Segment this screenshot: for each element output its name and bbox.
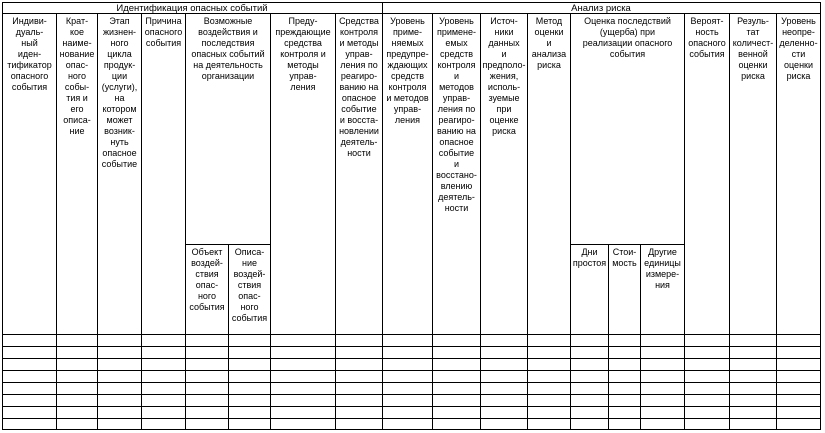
header-short-name-description-line: ного xyxy=(67,71,87,81)
header-preventive-controls-level-line: средств xyxy=(391,71,424,81)
header-quantitative-result-line: венной xyxy=(738,49,768,59)
header-response-controls-level-line: влению xyxy=(440,181,473,191)
header-quantitative-result-line: оценки xyxy=(738,60,768,70)
header-short-name-description-line: Крат- xyxy=(65,16,89,26)
header-response-controls-level-line: ности xyxy=(444,203,469,213)
header-individual-identifier-line: дуаль- xyxy=(15,27,44,37)
header-short-name-description-line: кое xyxy=(69,27,85,37)
header-preventive-controls xyxy=(275,16,330,92)
header-response-controls-level-line: реагиро- xyxy=(438,115,475,125)
header-data-sources-line: оценке xyxy=(489,115,519,125)
header-lifecycle-stage-line: может xyxy=(106,115,133,125)
header-data-sources-line: при xyxy=(496,104,512,114)
header-lifecycle-stage-line: нуть xyxy=(110,137,129,147)
header-assessment-method-line: Метод xyxy=(535,16,563,26)
header-possible-impacts-line: на деятельность xyxy=(193,60,263,70)
header-preventive-controls-level-line: Уровень xyxy=(390,16,425,26)
header-impact-description-line: события xyxy=(231,313,268,323)
header-response-controls-line: ности xyxy=(347,148,371,158)
header-downtime-days xyxy=(573,247,606,268)
header-downtime-days-line: Дни xyxy=(581,247,598,257)
header-possible-impacts-line: последствия xyxy=(201,38,255,48)
header-preventive-controls-line: Преду- xyxy=(288,16,318,26)
header-response-controls-level-line: методов xyxy=(439,82,474,92)
header-response-controls-line: ванию на xyxy=(339,82,379,92)
header-impact-object-line: Объект xyxy=(191,247,223,257)
header-possible-impacts-line: организации xyxy=(201,71,255,81)
header-uncertainty-level-line: неопре- xyxy=(782,27,815,37)
header-response-controls-line: контроля xyxy=(339,27,379,37)
header-impact-description-line: ние xyxy=(241,258,258,268)
header-lifecycle-stage-line: ного xyxy=(110,38,129,48)
header-response-controls-line: Средства xyxy=(339,16,379,26)
header-response-controls-level-line: деятель- xyxy=(438,192,475,202)
header-impact-description-line: воздей- xyxy=(233,269,266,279)
header-short-name-description-line: тия и xyxy=(66,93,88,103)
header-event-probability-line: Вероят- xyxy=(690,16,724,26)
header-response-controls-level-line: емых xyxy=(445,38,468,48)
header-lifecycle-stage-line: на xyxy=(114,93,125,103)
header-data-sources-line: и xyxy=(501,49,507,59)
header-impact-description-line: Описа- xyxy=(234,247,265,257)
header-other-units-line: единицы xyxy=(644,258,681,268)
header-consequence-assessment xyxy=(583,16,673,59)
header-other-units-line: Другие xyxy=(648,247,677,257)
header-lifecycle-stage-line: ции xyxy=(111,71,128,81)
header-data-sources-line: исполь- xyxy=(487,82,521,92)
header-possible-impacts-line: воздействия и xyxy=(198,27,258,37)
header-short-name-description-line: нование xyxy=(59,49,95,59)
header-response-controls-level-line: и xyxy=(453,71,460,81)
header-response-controls-level xyxy=(436,16,477,213)
header-data-sources-line: предполо- xyxy=(482,60,526,70)
header-downtime-days-line: простоя xyxy=(572,258,607,268)
header-quantitative-result-line: Резуль- xyxy=(737,16,769,26)
header-response-controls-level-line: ления по xyxy=(437,104,476,114)
header-data-sources xyxy=(483,16,526,136)
header-uncertainty-level-line: риска xyxy=(786,71,811,81)
header-response-controls-line: управ- xyxy=(345,49,373,59)
header-lifecycle-stage-line: жизнен- xyxy=(102,27,137,37)
header-possible-impacts-line: опасных событий xyxy=(191,49,265,59)
header-impact-object-line: ного xyxy=(197,291,217,301)
header-preventive-controls-line: управ- xyxy=(289,71,317,81)
header-lifecycle-stage-line: событие xyxy=(101,159,138,169)
header-short-name-description-line: описа- xyxy=(63,115,91,125)
header-uncertainty-level-line: оценки xyxy=(784,60,813,70)
header-short-name-description-line: ние xyxy=(69,126,85,136)
header-impact-object xyxy=(189,247,224,312)
header-data-sources-line: жения, xyxy=(489,71,519,81)
header-possible-impacts-line: Возможные xyxy=(203,16,253,26)
column-headers xyxy=(7,16,817,323)
header-preventive-controls-level xyxy=(386,16,429,125)
header-individual-identifier-line: Индиви- xyxy=(12,16,47,26)
header-preventive-controls-level-line: контроля xyxy=(388,82,427,92)
header-preventive-controls-line: преждающие xyxy=(275,27,331,37)
header-assessment-method xyxy=(532,16,566,70)
header-individual-identifier-line: иден- xyxy=(17,49,42,59)
header-cost-line: Стои- xyxy=(612,247,637,257)
header-event-probability-line: события xyxy=(689,49,725,59)
header-impact-object-line: ствия xyxy=(195,269,219,279)
header-response-controls-level-line: опасное xyxy=(439,137,474,147)
header-preventive-controls-level-line: няемых xyxy=(391,38,424,48)
header-other-units-line: ния xyxy=(655,280,670,290)
header-response-controls-level-line: управ- xyxy=(442,93,471,103)
header-uncertainty-level xyxy=(779,16,817,81)
header-consequence-assessment-line: (ущерба) при xyxy=(599,27,656,37)
header-short-name-description-line: наиме- xyxy=(62,38,92,48)
header-lifecycle-stage-line: цикла xyxy=(107,49,132,59)
header-uncertainty-level-line: Уровень xyxy=(781,16,816,26)
header-consequence-assessment-line: реализации опасного xyxy=(582,38,673,48)
header-preventive-controls-level-line: предупре- xyxy=(386,49,429,59)
header-quantitative-result-line: риска xyxy=(741,71,765,81)
header-consequence-assessment-line: Оценка последствий xyxy=(584,16,671,26)
header-lifecycle-stage-line: опасное xyxy=(102,148,137,158)
header-preventive-controls-level-line: управ- xyxy=(393,104,422,114)
header-lifecycle-stage xyxy=(102,16,137,169)
header-impact-object-line: опас- xyxy=(195,280,219,290)
header-individual-identifier xyxy=(7,16,52,92)
header-event-probability-line: ность xyxy=(695,27,719,37)
header-event-cause-line: опасного xyxy=(144,27,183,37)
header-short-name-description xyxy=(60,16,95,136)
header-impact-description xyxy=(232,247,267,323)
header-response-controls-level-line: ванию на xyxy=(437,126,476,136)
header-response-controls-line: реагиро- xyxy=(340,71,378,81)
header-data-sources-line: зуемые xyxy=(488,93,520,103)
header-response-controls-line: ления по xyxy=(340,60,378,70)
header-possible-impacts xyxy=(191,16,264,81)
header-lifecycle-stage-line: котором xyxy=(102,104,137,114)
header-data-sources-line: ники xyxy=(494,27,514,37)
group-analysis-header: Анализ риска xyxy=(571,3,631,14)
header-response-controls-line: опасное xyxy=(341,93,377,103)
header-response-controls-level-line: средств xyxy=(440,49,473,59)
header-uncertainty-level-line: деленно- xyxy=(779,38,818,48)
header-preventive-controls-level-line: и методов xyxy=(386,93,429,103)
header-preventive-controls-level-line: приме- xyxy=(392,27,423,37)
header-impact-object-line: события xyxy=(189,302,225,312)
header-short-name-description-line: собы- xyxy=(64,82,90,92)
header-other-units xyxy=(644,247,681,290)
header-lifecycle-stage-line: (услуги), xyxy=(101,82,138,92)
header-response-controls-line: событие xyxy=(341,104,377,114)
header-preventive-controls-line: ления xyxy=(290,82,316,92)
header-consequence-assessment-line: события xyxy=(609,49,646,59)
header-preventive-controls-line: средства xyxy=(284,38,322,48)
header-response-controls-level-line: примене- xyxy=(436,27,477,37)
header-cost xyxy=(612,247,637,268)
header-quantitative-result-line: тат xyxy=(746,27,760,37)
header-assessment-method-line: риска xyxy=(537,60,561,70)
header-impact-description-line: опас- xyxy=(238,291,261,301)
header-quantitative-result-line: количест- xyxy=(732,38,774,48)
header-assessment-method-line: оценки xyxy=(534,27,564,37)
header-individual-identifier-line: события xyxy=(11,82,48,92)
header-preventive-controls-line: методы xyxy=(287,60,319,70)
header-event-cause xyxy=(145,16,182,48)
header-event-cause-line: Причина xyxy=(145,16,182,26)
header-preventive-controls-level-line: ждающих xyxy=(387,60,428,70)
header-response-controls-level-line: Уровень xyxy=(439,16,474,26)
header-individual-identifier-line: опасного xyxy=(10,71,49,81)
header-response-controls-line: новлении xyxy=(339,126,379,136)
header-response-controls-level-line: контроля xyxy=(437,60,476,70)
header-response-controls-line: и методы xyxy=(339,38,379,48)
header-event-cause-line: события xyxy=(145,38,182,48)
header-assessment-method-line: анализа xyxy=(531,49,567,59)
header-event-probability-line: опасного xyxy=(688,38,726,48)
header-data-sources-line: риска xyxy=(492,126,516,136)
header-uncertainty-level-line: сти xyxy=(791,49,806,59)
group-identification-header: Идентификация опасных событий xyxy=(116,3,268,14)
header-short-name-description-line: его xyxy=(70,104,84,114)
header-response-controls-line: и восста- xyxy=(339,115,379,125)
header-data-sources-line: Источ- xyxy=(490,16,518,26)
header-cost-line: мость xyxy=(612,258,637,268)
header-other-units-line: измере- xyxy=(645,269,680,279)
header-individual-identifier-line: тификатор xyxy=(7,60,52,70)
header-data-sources-line: данных xyxy=(488,38,520,48)
header-impact-description-line: ствия xyxy=(237,280,262,290)
header-event-probability xyxy=(688,16,725,59)
header-response-controls-level-line: и xyxy=(453,159,460,169)
header-lifecycle-stage-line: возник- xyxy=(104,126,135,136)
header-response-controls-level-line: событие xyxy=(438,148,475,158)
header-quantitative-result xyxy=(733,16,773,81)
header-impact-object-line: воздей- xyxy=(191,258,223,268)
header-assessment-method-line: и xyxy=(546,38,552,48)
header-short-name-description-line: опас- xyxy=(65,60,89,70)
header-impact-description-line: ного xyxy=(240,302,259,312)
header-lifecycle-stage-line: продук- xyxy=(103,60,136,70)
header-response-controls-level-line: восстано- xyxy=(436,170,477,180)
header-response-controls xyxy=(339,16,379,158)
header-preventive-controls-line: контроля и xyxy=(280,49,326,59)
header-lifecycle-stage-line: Этап xyxy=(109,16,130,26)
header-preventive-controls-level-line: ления xyxy=(394,115,421,125)
header-individual-identifier-line: ный xyxy=(21,38,38,48)
header-response-controls-line: деятель- xyxy=(340,137,378,147)
